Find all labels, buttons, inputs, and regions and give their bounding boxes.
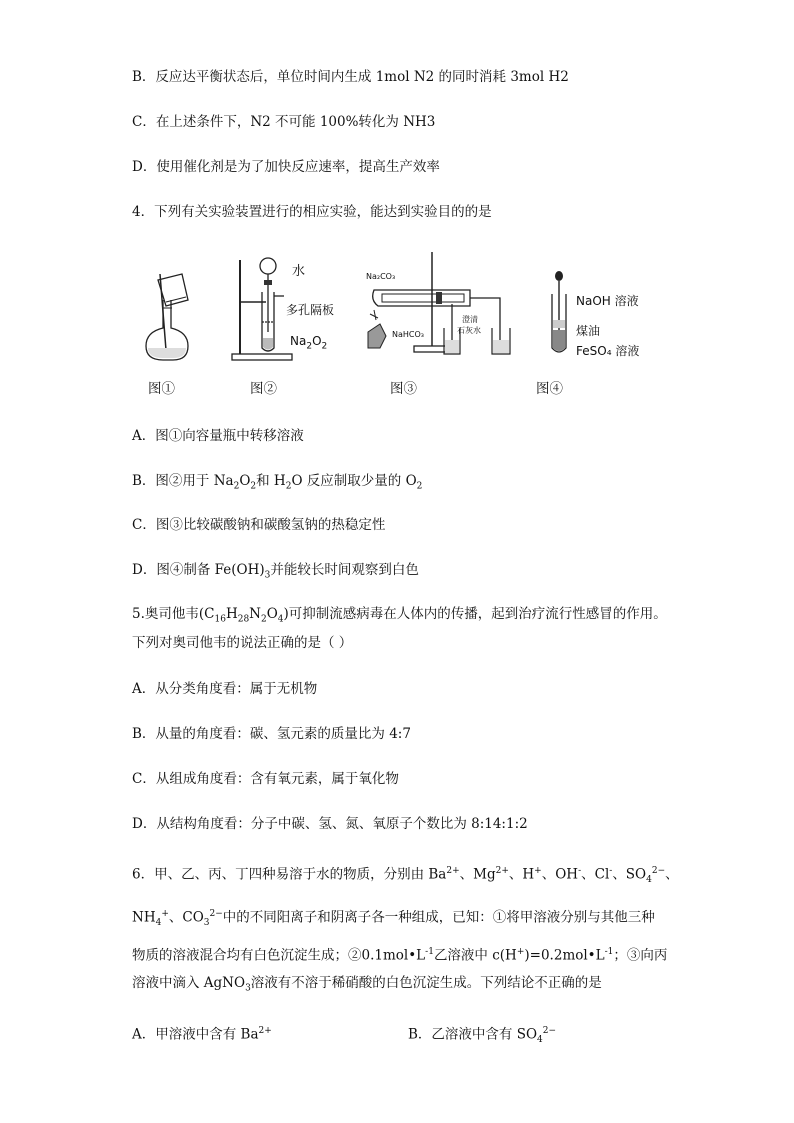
- figure-2-label-porous-plate: 多孔隔板: [286, 303, 335, 317]
- q3-option-c: C．在上述条件下，N2 不可能 100%转化为 NH3: [132, 114, 436, 130]
- q6-stem-line-1: 6．甲、乙、丙、丁四种易溶于水的物质，分别由 $Ba^{2+}$、$Mg^{2+}$、H+、OH-、Cl-、$SO_4^{2-}$、: [132, 866, 679, 886]
- q5-option-d: D．从结构角度看：分子中碳、氢、氮、氧原子个数比为 8:14:1:2: [132, 816, 528, 832]
- figure-3-heating-apparatus: [360, 250, 520, 362]
- q6-stem-line-2: $NH_4^+$、$CO_3^{2-}$中的不同阳离子和阴离子各一种组成，已知：①将甲溶液分别与其他三种: [132, 909, 655, 929]
- q6-option-a: A．甲溶液中含有 $Ba^{2+}$: [132, 1026, 272, 1043]
- figure-1-caption: 图①: [148, 381, 175, 397]
- figure-2-label-water: 水: [292, 264, 306, 279]
- q5-option-a: A．从分类角度看：属于无机物: [132, 681, 318, 697]
- q3-option-b: B．反应达平衡状态后，单位时间内生成 1mol N2 的同时消耗 3mol H2: [132, 69, 569, 85]
- q5-stem-line-2: 下列对奥司他韦的说法正确的是（ ）: [132, 635, 353, 651]
- q6-stem-line-3: 物质的溶液混合均有白色沉淀生成；$②0.1mol•L^{-1}$乙溶液中 $c(H^+)=0.2mol•L^{-1}$；③向丙: [132, 947, 668, 964]
- figure-4-label-kerosene: 煤油: [576, 324, 601, 338]
- q4-option-a: A．图①向容量瓶中转移溶液: [132, 428, 304, 444]
- figure-2-label-na2o2: $Na_2O_2$: [290, 334, 328, 352]
- q6-stem-line-4: 溶液中滴入 AgNO$_3$溶液有不溶于稀硝酸的白色沉淀生成。下列结论不正确的是: [132, 975, 602, 994]
- figure-1-volumetric-flask: [138, 250, 208, 365]
- q4-option-b: B．图②用于 $Na_2O_2$和 $H_2O$ 反应制取少量的 $O_2$: [132, 473, 423, 492]
- figure-4-label-feso4: FeSO₄ 溶液: [576, 344, 640, 358]
- figure-2-caption: 图②: [250, 381, 277, 397]
- q5-option-b: B．从量的角度看：碳、氢元素的质量比为 4:7: [132, 726, 411, 742]
- figure-3-label-na2co3: Na₂CO₃: [366, 272, 396, 281]
- q5-stem-line-1: 5.奥司他韦$(C_{16}H_{28}N_2O_4)$可抑制流感病毒在人体内的传播，起到治疗流行性感冒的作用。: [132, 606, 667, 625]
- figure-4-test-tube: [548, 270, 574, 358]
- figure-3-caption: 图③: [390, 381, 417, 397]
- figure-3-label-lime-1: 澄清: [462, 315, 478, 324]
- q6-option-b: B．乙溶液中含有 $SO_4^{2-}$: [408, 1026, 557, 1046]
- figure-4-caption: 图④: [536, 381, 563, 397]
- q4-stem: 4．下列有关实验装置进行的相应实验，能达到实验目的的是: [132, 204, 492, 220]
- q5-option-c: C．从组成角度看：含有氧元素，属于氧化物: [132, 771, 399, 787]
- figure-4-label-naoh: NaOH 溶液: [576, 294, 639, 308]
- figure-3-label-nahco3: NaHCO₃: [392, 330, 424, 339]
- q4-option-c: C．图③比较碳酸钠和碳酸氢钠的热稳定性: [132, 517, 386, 533]
- q4-option-d: D．图④制备 $Fe(OH)_3$并能较长时间观察到白色: [132, 562, 419, 581]
- q3-option-d: D．使用催化剂是为了加快反应速率，提高生产效率: [132, 159, 440, 175]
- figure-3-label-lime-2: 石灰水: [457, 326, 481, 335]
